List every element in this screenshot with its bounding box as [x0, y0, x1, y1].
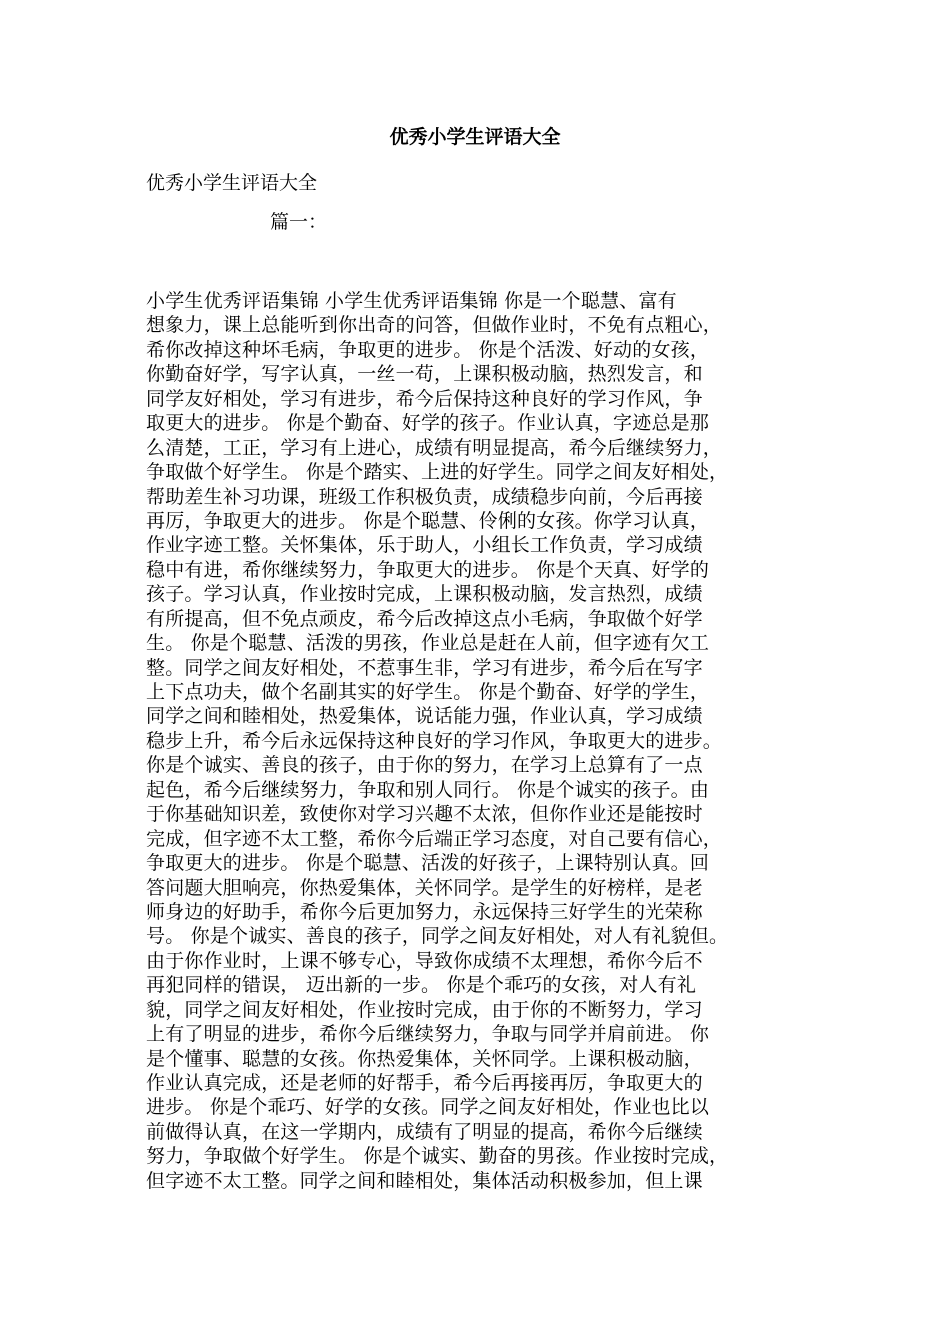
body-line: 貌，同学之间友好相处，作业按时完成，由于你的不断努力，学习	[146, 998, 703, 1021]
body-line: 想象力，课上总能听到你出奇的问答，但做作业时，不免有点粗心，	[146, 314, 723, 337]
body-line: 小学生优秀评语集锦 小学生优秀评语集锦 你是一个聪慧、富有	[146, 290, 677, 312]
body-line: 再厉，争取更大的进步。 你是个聪慧、伶俐的女孩。你学习认真，	[146, 509, 710, 532]
body-line: 师身边的好助手，希你今后更加努力，永远保持三好学生的光荣称	[146, 900, 703, 923]
body-line: 同学友好相处，学习有进步，希今后保持这种良好的学习作风，争	[146, 387, 703, 410]
body-line: 完成，但字迹不太工整，希你今后端正学习态度，对自己要有信心，	[146, 827, 723, 850]
body-line: 你勤奋好学，写字认真，一丝一苟，上课积极动脑，热烈发言，和	[146, 363, 703, 386]
body-line: 于你基础知识差，致使你对学习兴趣不太浓，但你作业还是能按时	[146, 803, 703, 826]
body-line: 你是个诚实、善良的孩子，由于你的努力，在学习上总算有了一点	[146, 754, 703, 777]
body-line: 希你改掉这种坏毛病，争取更的进步。 你是个活泼、好动的女孩，	[146, 338, 710, 361]
body-line: 生。 你是个聪慧、活泼的男孩，作业总是赶在人前，但字迹有欠工	[146, 632, 710, 655]
body-line: 孩子。学习认真，作业按时完成，上课积极动脑，发言热烈，成绩	[146, 583, 703, 606]
body-line: 由于你作业时，上课不够专心，导致你成绩不太理想，希你今后不	[146, 949, 703, 972]
body-line: 同学之间和睦相处，热爱集体，说话能力强，作业认真，学习成绩	[146, 705, 703, 728]
body-line: 进步。 你是个乖巧、好学的女孩。同学之间友好相处，作业也比以	[146, 1096, 710, 1119]
body-line: 争取做个好学生。 你是个踏实、上进的好学生。同学之间友好相处，	[146, 461, 729, 484]
body-line: 有所提高，但不免点顽皮，希今后改掉这点小毛病，争取做个好学	[146, 607, 703, 630]
body-line: 是个懂事、聪慧的女孩。你热爱集体，关怀同学。上课积极动脑，	[146, 1047, 703, 1070]
body-line: 上下点功夫，做个名副其实的好学生。 你是个勤奋、好学的学生，	[146, 681, 710, 703]
section-label: 篇一：	[270, 211, 328, 233]
document-title: 优秀小学生评语大全	[389, 126, 561, 148]
body-text	[146, 289, 826, 1193]
body-line: 作业认真完成，还是老师的好帮手，希今后再接再厉，争取更大的	[146, 1072, 703, 1094]
body-line: 再犯同样的错误， 迈出新的一步。 你是个乖巧的女孩，对人有礼	[146, 974, 697, 997]
body-line: 取更大的进步。 你是个勤奋、好学的孩子。作业认真，字迹总是那	[146, 412, 710, 435]
body-line: 么清楚，工正，学习有上进心，成绩有明显提高，希今后继续努力，	[146, 436, 723, 459]
body-line: 号。 你是个诚实、善良的孩子，同学之间友好相处，对人有礼貌但。	[146, 925, 729, 948]
body-line: 起色，希今后继续努力，争取和别人同行。 你是个诚实的孩子。由	[146, 778, 710, 801]
document-subtitle: 优秀小学生评语大全	[146, 172, 318, 194]
body-line: 作业字迹工整。关怀集体，乐于助人，小组长工作负责，学习成绩	[146, 534, 703, 557]
body-line: 稳步上升，希今后永远保持这种良好的学习作风，争取更大的进步。	[146, 729, 723, 752]
body-line: 整。同学之间友好相处，不惹事生非，学习有进步，希今后在写字	[146, 656, 703, 679]
body-line: 努力，争取做个好学生。 你是个诚实、勤奋的男孩。作业按时完成，	[146, 1145, 729, 1168]
body-line: 上有了明显的进步，希你今后继续努力，争取与同学并肩前进。 你	[146, 1023, 710, 1046]
body-line: 答问题大胆响亮，你热爱集体，关怀同学。是学生的好榜样，是老	[146, 876, 703, 899]
body-line: 争取更大的进步。 你是个聪慧、活泼的好孩子，上课特别认真。回	[146, 852, 710, 875]
body-line: 但字迹不太工整。同学之间和睦相处，集体活动积极参加，但上课	[146, 1169, 703, 1192]
body-line: 稳中有进，希你继续努力，争取更大的进步。 你是个天真、好学的	[146, 558, 710, 581]
body-line: 帮助差生补习功课，班级工作积极负责，成绩稳步向前，今后再接	[146, 485, 703, 508]
body-line: 前做得认真，在这一学期内，成绩有了明显的提高，希你今后继续	[146, 1120, 703, 1143]
